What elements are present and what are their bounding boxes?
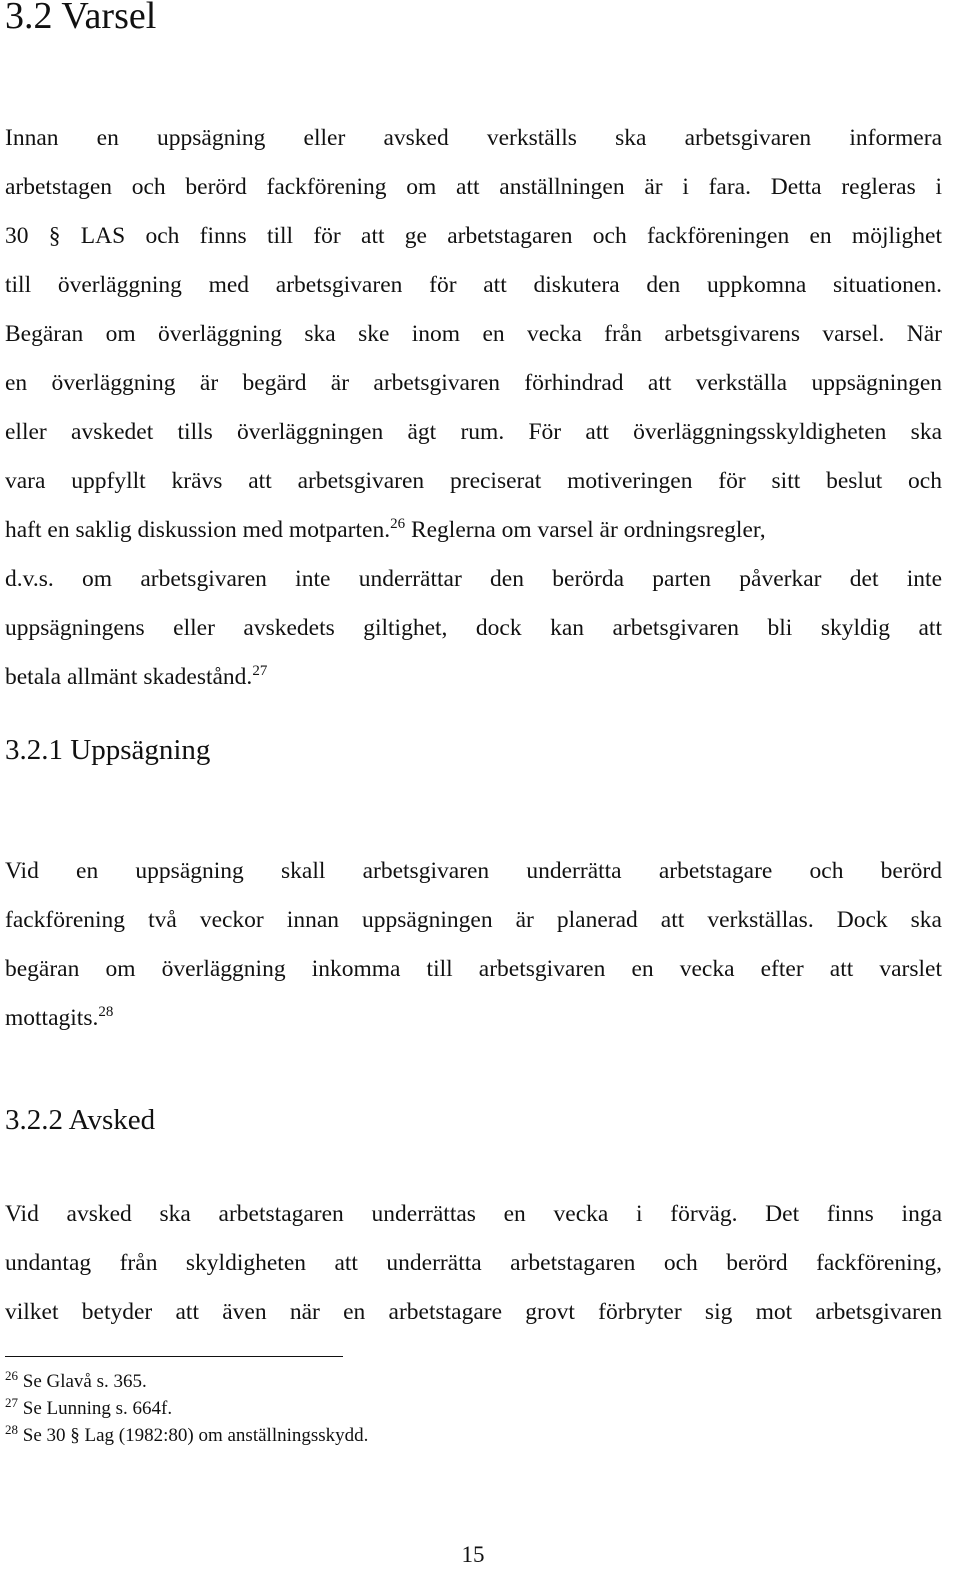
footnote-text: Se Glavå s. 365. — [18, 1371, 147, 1392]
paragraph-line-text: haft en saklig diskussion med motparten. — [5, 517, 391, 543]
paragraph-line: Vid en uppsägning skall arbetsgivaren underrätta arbetstagare och berörd — [5, 858, 942, 884]
page-number: 15 — [461, 1542, 485, 1567]
paragraph-line-text: Reglerna om varsel är ordningsregler, — [405, 517, 766, 543]
footnote — [5, 1368, 368, 1395]
paragraph-line — [5, 653, 942, 702]
paragraph-line-text: betala allmänt skadestånd. — [5, 664, 253, 690]
paragraph-line: fackförening två veckor innan uppsägningen är planerad att verkställas. Dock ska — [5, 907, 942, 933]
paragraph-line: undantag från skyldigheten att underrätta arbetstagaren och berörd fackförening, — [5, 1250, 942, 1276]
paragraph-line: Innan en uppsägning eller avsked verkställs ska arbetsgivaren informera — [5, 125, 942, 151]
paragraph-line — [5, 506, 942, 555]
footnote-divider — [5, 1356, 343, 1357]
footnote-number: 26 — [5, 1368, 18, 1383]
footnote-number: 28 — [5, 1422, 18, 1437]
paragraph-line: arbetstagen och berörd fackförening om att anställningen är i fara. Detta regleras i — [5, 174, 942, 200]
paragraph-line: vilket betyder att även när en arbetstagare grovt förbryter sig mot arbetsgivaren — [5, 1299, 942, 1325]
paragraph-line: vara uppfyllt krävs att arbetsgivaren preciserat motiveringen för sitt beslut och — [5, 468, 942, 494]
paragraph-line: d.v.s. om arbetsgivaren inte underrättar den berörda parten påverkar det inte — [5, 566, 942, 592]
paragraph-line: Begäran om överläggning ska ske inom en vecka från arbetsgivarens varsel. När — [5, 321, 942, 347]
paragraph-line: Vid avsked ska arbetstagaren underrättas en vecka i förväg. Det finns inga — [5, 1201, 942, 1227]
subsection-paragraph — [5, 1190, 942, 1337]
footnote — [5, 1422, 368, 1449]
footnote-reference: 27 — [252, 663, 268, 679]
paragraph-line-text: mottagits. — [5, 1005, 99, 1031]
section-heading: 3.2 Varsel — [5, 0, 157, 37]
subsection-paragraph — [5, 847, 942, 1043]
subsection-heading: 3.2.1 Uppsägning — [5, 734, 211, 766]
paragraph-line: uppsägningens eller avskedets giltighet, dock kan arbetsgivaren bli skyldig att — [5, 615, 942, 641]
footnote-reference: 28 — [98, 1004, 114, 1020]
footnote-reference: 26 — [390, 516, 406, 532]
footnote — [5, 1395, 368, 1422]
paragraph-line: till överläggning med arbetsgivaren för att diskutera den uppkomna situationen. — [5, 272, 942, 298]
footnote-text: Se 30 § Lag (1982:80) om anställningsskydd. — [18, 1425, 369, 1446]
paragraph-line: 30 § LAS och finns till för att ge arbetstagaren och fackföreningen en möjlighet — [5, 223, 942, 249]
footnote-text: Se Lunning s. 664f. — [18, 1398, 173, 1419]
paragraph-line: en överläggning är begärd är arbetsgivaren förhindrad att verkställa uppsägningen — [5, 370, 942, 396]
footnote-list — [5, 1368, 368, 1449]
section-paragraph — [5, 114, 942, 702]
paragraph-line — [5, 994, 942, 1043]
footnote-number: 27 — [5, 1395, 18, 1410]
paragraph-line: eller avskedet tills överläggningen ägt rum. För att överläggningsskyldigheten ska — [5, 419, 942, 445]
subsection-heading: 3.2.2 Avsked — [5, 1104, 156, 1136]
paragraph-line: begäran om överläggning inkomma till arbetsgivaren en vecka efter att varslet — [5, 956, 942, 982]
